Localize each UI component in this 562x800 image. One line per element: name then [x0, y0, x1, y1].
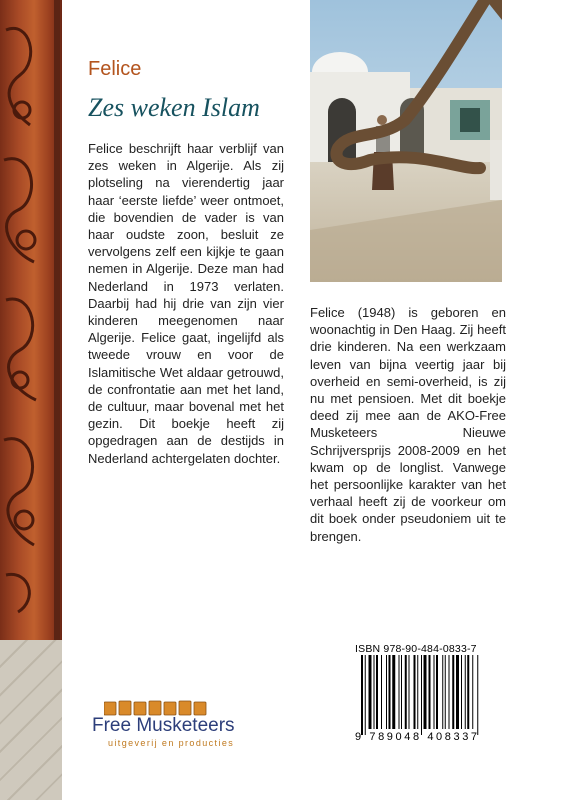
barcode-bar — [374, 655, 375, 729]
barcode-bar — [401, 655, 402, 729]
back-cover-blurb: Felice beschrijft haar verblijf van zes weken in Algerije. Als zij plotseling na vierendertig jaar haar ‘eerste liefde’ weer ontmoet, die bovendien de vader is van haar oudste zoon, besluit ze vervolgens zelf een kijkje te gaan nemen in Algerije. Deze man had Nederland in 1973 verlaten. Daarbij had hij drie van zijn vier kinderen meegenomen naar Algerije. Felice gaat, ingelijfd als tweede vrouw en voor de Islamitische Wet aldaar getrouwd, de confrontatie aan met het land, de cultuur, maar bovenal met het gezin. Dit boekje heeft zij opgedragen aan de destijds in Nederland achtergelaten dochter. — [88, 141, 284, 466]
red-door-image — [0, 0, 62, 640]
barcode-bar — [472, 655, 473, 729]
barcode-bar — [424, 655, 427, 729]
barcode-bar — [386, 655, 387, 729]
barcode-bar — [421, 655, 422, 735]
publisher-tagline: uitgeverij en producties — [108, 738, 235, 748]
barcode-bar — [452, 655, 454, 729]
author-biography: Felice (1948) is geboren en woonachtig in Den Haag. Zij heeft drie kinderen. Na een werkzaam leven van bijna veertig jaar bij overheid en semi-overheid, is zij nu met pensioen. Met dit boekje deed zij mee aan de AKO-Free Musketeers Nieuwe Schrijversprijs 2008-2009 en het kwam op de longlist. Vanwege het persoonlijke karakter van het verhaal heeft zij de voorkeur om dit boek onder pseudoniem uit te brengen. — [310, 305, 506, 544]
barcode-bar — [434, 655, 435, 729]
barcode-bar — [389, 655, 391, 729]
barcode-bar — [449, 655, 450, 729]
barcode-bar — [467, 655, 469, 729]
barcode-bar — [477, 655, 478, 735]
barcode-bar — [405, 655, 407, 729]
publisher-name: Free Musketeers — [92, 715, 235, 736]
barcode-bar — [414, 655, 416, 729]
door-frame — [54, 0, 60, 640]
barcode-bar — [392, 655, 395, 729]
door-photo-strip — [0, 0, 62, 800]
barcode-bar — [409, 655, 410, 729]
courtyard-photo — [310, 0, 502, 282]
barcode-bar — [381, 655, 382, 729]
barcode-bar — [429, 655, 431, 729]
isbn-label: ISBN 978-90-484-0833-7 — [355, 643, 477, 655]
barcode-bar — [461, 655, 462, 729]
barcode-bar — [376, 655, 378, 729]
book-title: Zes weken Islam — [88, 93, 260, 122]
barcode-bar — [369, 655, 372, 729]
barcode-bar — [442, 655, 443, 729]
barcode-bar — [365, 655, 366, 735]
barcode-bar — [445, 655, 446, 729]
barcode-bar — [436, 655, 438, 729]
barcode-bar — [399, 655, 400, 729]
barcode-bar — [456, 655, 459, 729]
barcode-bar — [361, 655, 363, 735]
barcode-number: 9 789048 408337 — [355, 731, 480, 743]
author-name: Felice — [88, 58, 142, 80]
barcode-bar — [465, 655, 466, 729]
barcode-bar — [417, 655, 418, 729]
tiled-floor — [0, 640, 62, 800]
